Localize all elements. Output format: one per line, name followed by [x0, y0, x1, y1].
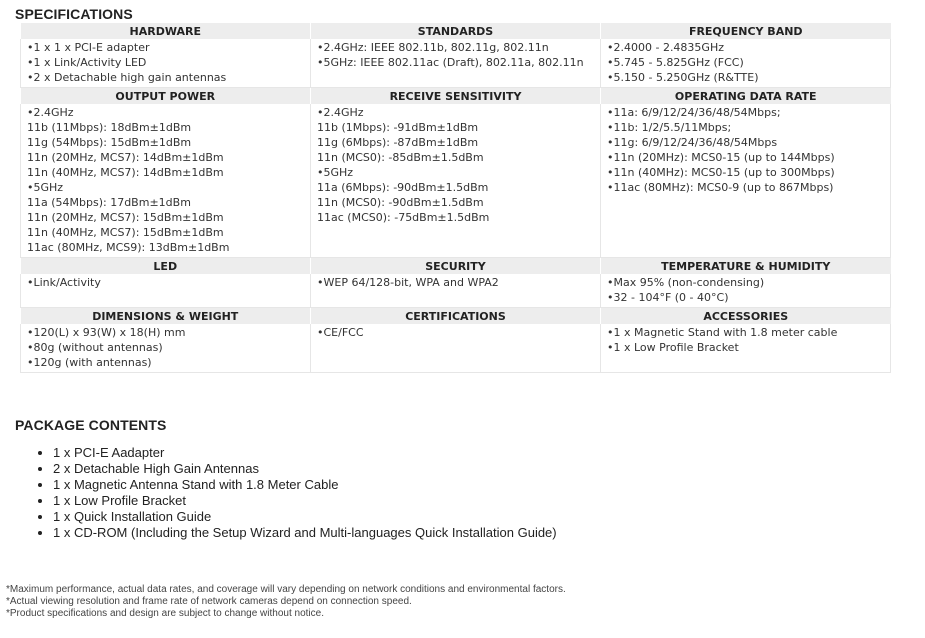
spec-section-heading: RECEIVE SENSITIVITY: [311, 88, 601, 105]
spec-value-line: •11ac (80MHz): MCS0-9 (up to 867Mbps): [607, 181, 834, 194]
spec-value-line: 11b (11Mbps): 18dBm±1dBm: [27, 121, 192, 134]
package-item: • 1 x Low Profile Bracket: [53, 493, 557, 509]
spec-section-heading: LED: [21, 258, 311, 275]
spec-value-row: [21, 324, 891, 373]
spec-section-heading: HARDWARE: [21, 23, 311, 39]
package-item: • 2 x Detachable High Gain Antennas: [53, 461, 557, 477]
spec-value-line: •11n (20MHz): MCS0-15 (up to 144Mbps): [607, 151, 835, 164]
spec-section-heading: STANDARDS: [311, 23, 601, 39]
spec-value-line: 11b (1Mbps): -91dBm±1dBm: [317, 121, 479, 134]
spec-section-heading: FREQUENCY BAND: [601, 23, 891, 39]
spec-value-line: 11n (40MHz, MCS7): 15dBm±1dBm: [27, 226, 224, 239]
spec-value-line: •5GHz: [27, 181, 64, 194]
spec-value-line: •11g: 6/9/12/24/36/48/54Mbps: [607, 136, 778, 149]
spec-value-line: •11a: 6/9/12/24/36/48/54Mbps;: [607, 106, 781, 119]
spec-cell: [311, 104, 601, 258]
footnote: *Maximum performance, actual data rates, and coverage will vary depending on network conditions and environmental factors.: [6, 584, 566, 595]
footnote: *Product specifications and design are subject to change without notice.: [6, 608, 324, 619]
spec-section-heading: OUTPUT POWER: [21, 88, 311, 105]
spec-section-heading: CERTIFICATIONS: [311, 308, 601, 325]
package-item: • 1 x Magnetic Antenna Stand with 1.8 Meter Cable: [53, 477, 557, 493]
spec-value-line: 11n (40MHz, MCS7): 14dBm±1dBm: [27, 166, 224, 179]
spec-value-line: •5GHz: [317, 166, 354, 179]
spec-section-heading: DIMENSIONS & WEIGHT: [21, 308, 311, 325]
footnotes: [6, 584, 566, 620]
spec-cell: [601, 274, 891, 308]
package-item: • 1 x Quick Installation Guide: [53, 509, 557, 525]
spec-header-row: [21, 258, 891, 275]
spec-value-line: 11ac (80MHz, MCS9): 13dBm±1dBm: [27, 241, 230, 254]
spec-cell: [601, 324, 891, 373]
spec-value-line: •1 x Magnetic Stand with 1.8 meter cable: [607, 326, 838, 339]
specifications-title: SPECIFICATIONS: [15, 6, 133, 22]
spec-cell: [311, 274, 601, 308]
spec-cell: [21, 324, 311, 373]
spec-cell: [21, 39, 311, 88]
spec-value-line: •120g (with antennas): [27, 356, 152, 369]
spec-value-line: •1 x Low Profile Bracket: [607, 341, 739, 354]
spec-section-heading: ACCESSORIES: [601, 308, 891, 325]
spec-value-line: •2 x Detachable high gain antennas: [27, 71, 227, 84]
spec-value-line: •5.745 - 5.825GHz (FCC): [607, 56, 744, 69]
footnote: *Actual viewing resolution and frame rate of network cameras depend on connection speed.: [6, 596, 412, 607]
spec-header-row: [21, 88, 891, 105]
spec-value-row: [21, 39, 891, 88]
spec-value-row: [21, 104, 891, 258]
spec-section-heading: OPERATING DATA RATE: [601, 88, 891, 105]
spec-value-line: •1 x 1 x PCI-E adapter: [27, 41, 150, 54]
spec-value-line: •80g (without antennas): [27, 341, 163, 354]
spec-value-line: •Max 95% (non-condensing): [607, 276, 765, 289]
spec-cell: [21, 104, 311, 258]
spec-value-line: 11g (54Mbps): 15dBm±1dBm: [27, 136, 192, 149]
spec-value-line: •2.4GHz: [27, 106, 74, 119]
spec-value-line: 11n (MCS0): -90dBm±1.5dBm: [317, 196, 484, 209]
package-contents-list: [20, 445, 557, 541]
spec-value-line: •WEP 64/128-bit, WPA and WPA2: [317, 276, 499, 289]
spec-value-line: 11a (6Mbps): -90dBm±1.5dBm: [317, 181, 489, 194]
spec-value-line: •2.4GHz: IEEE 802.11b, 802.11g, 802.11n: [317, 41, 549, 54]
spec-cell: [601, 39, 891, 88]
spec-value-line: 11a (54Mbps): 17dBm±1dBm: [27, 196, 191, 209]
spec-value-line: 11g (6Mbps): -87dBm±1dBm: [317, 136, 479, 149]
spec-value-line: •Link/Activity: [27, 276, 101, 289]
spec-value-line: 11ac (MCS0): -75dBm±1.5dBm: [317, 211, 490, 224]
spec-value-line: •2.4GHz: [317, 106, 364, 119]
spec-cell: [311, 324, 601, 373]
spec-header-row: [21, 23, 891, 39]
spec-cell: [601, 104, 891, 258]
spec-value-line: •2.4000 - 2.4835GHz: [607, 41, 724, 54]
spec-section-heading: TEMPERATURE & HUMIDITY: [601, 258, 891, 275]
spec-section-heading: SECURITY: [311, 258, 601, 275]
package-contents-title: PACKAGE CONTENTS: [15, 417, 167, 433]
spec-value-line: •5.150 - 5.250GHz (R&TTE): [607, 71, 759, 84]
spec-value-line: 11n (20MHz, MCS7): 14dBm±1dBm: [27, 151, 224, 164]
spec-value-line: •11b: 1/2/5.5/11Mbps;: [607, 121, 732, 134]
spec-value-line: •32 - 104°F (0 - 40°C): [607, 291, 729, 304]
spec-value-line: •1 x Link/Activity LED: [27, 56, 147, 69]
spec-value-row: [21, 274, 891, 308]
spec-value-line: •120(L) x 93(W) x 18(H) mm: [27, 326, 186, 339]
spec-value-line: •11n (40MHz): MCS0-15 (up to 300Mbps): [607, 166, 835, 179]
spec-cell: [21, 274, 311, 308]
package-item: • 1 x PCI-E Aadapter: [53, 445, 557, 461]
package-item: • 1 x CD-ROM (Including the Setup Wizard and Multi-languages Quick Installation Guide): [53, 525, 557, 541]
spec-value-line: •CE/FCC: [317, 326, 364, 339]
spec-value-line: 11n (MCS0): -85dBm±1.5dBm: [317, 151, 484, 164]
spec-value-line: 11n (20MHz, MCS7): 15dBm±1dBm: [27, 211, 224, 224]
spec-cell: [311, 39, 601, 88]
spec-header-row: [21, 308, 891, 325]
spec-value-line: •5GHz: IEEE 802.11ac (Draft), 802.11a, 802.11n: [317, 56, 584, 69]
specifications-table: [20, 23, 891, 373]
